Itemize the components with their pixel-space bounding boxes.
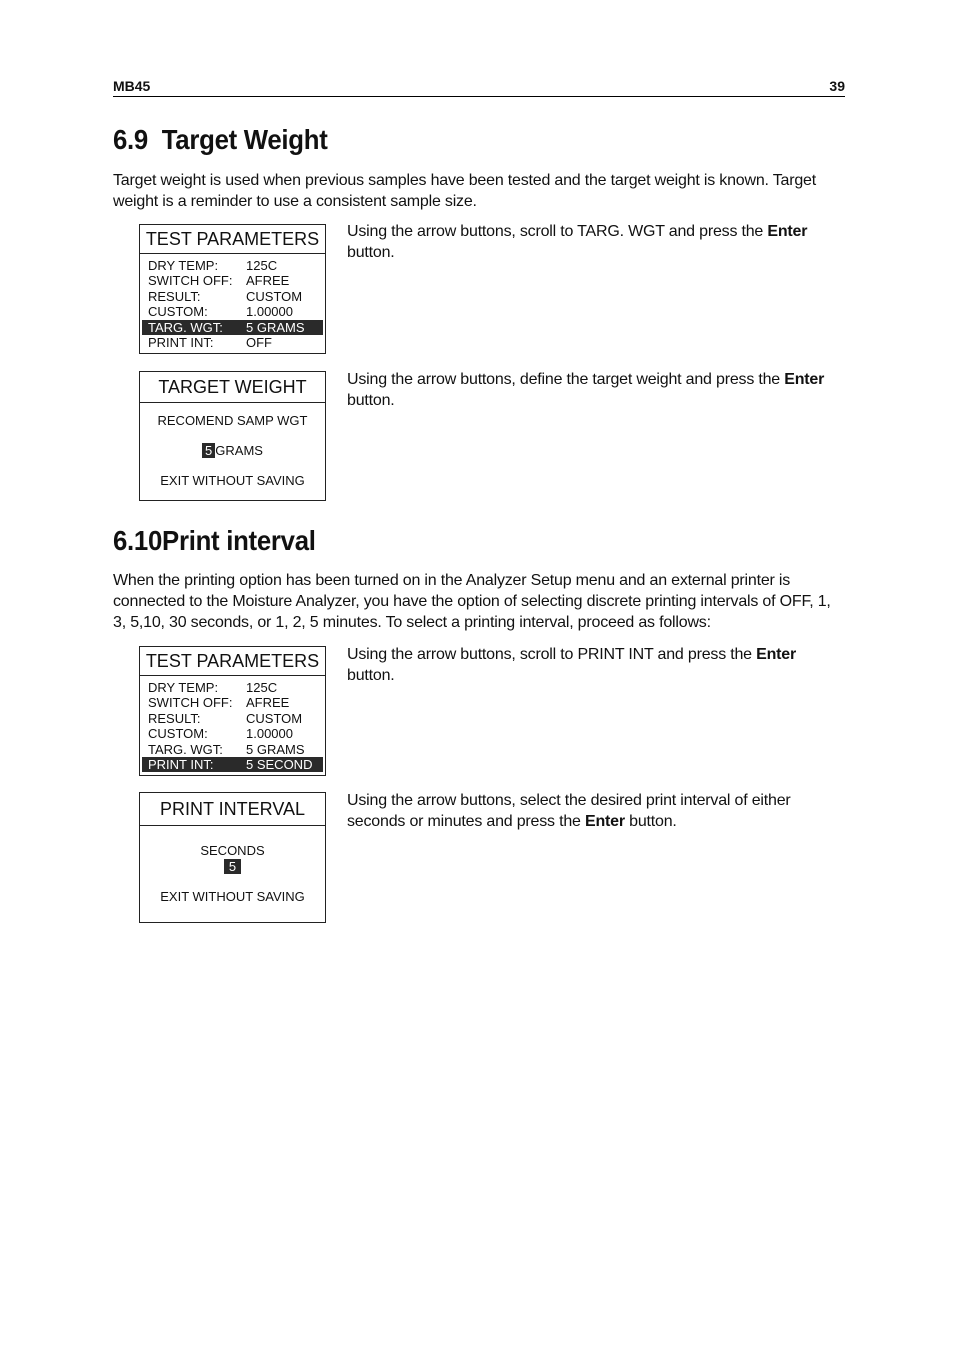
param-row: SWITCH OFF: AFREE	[148, 273, 290, 289]
screen-title: TEST PARAMETERS	[140, 647, 325, 676]
document-model: MB45	[113, 78, 151, 94]
screen-print-interval	[139, 792, 326, 923]
screen-test-parameters-2	[139, 646, 326, 776]
value-line	[140, 859, 325, 874]
section-title: Print interval	[162, 525, 316, 556]
section-heading-print-interval	[113, 525, 316, 557]
param-row: PRINT INT: OFF	[148, 334, 272, 350]
step-instruction: Using the arrow buttons, select the desired print interval of either seconds or minutes and press the Enter button.	[347, 792, 791, 830]
param-row: CUSTOM: 1.00000	[148, 304, 293, 320]
param-row: RESULT: CUSTOM	[148, 710, 303, 726]
section-intro: Target weight is used when previous samples have been tested and the target weight is known. Target weight is a reminder to use a consistent sample size.	[113, 172, 817, 210]
section-number: 6.10	[113, 525, 163, 556]
screen-title: PRINT INTERVAL	[140, 793, 325, 826]
screen-title: TARGET WEIGHT	[140, 372, 325, 403]
screen-line: RECOMEND SAMP WGT	[157, 413, 308, 428]
param-row: DRY TEMP: 125C	[148, 258, 278, 273]
section-heading-target-weight	[113, 124, 328, 156]
page-number: 39	[829, 78, 845, 94]
step-instruction: Using the arrow buttons, scroll to PRINT INT and press the Enter button.	[347, 646, 797, 684]
param-row: CUSTOM: 1.00000	[148, 726, 293, 742]
param-row-selected: PRINT INT: 5 SECOND	[142, 757, 323, 772]
param-row: SWITCH OFF: AFREE	[148, 695, 290, 711]
page-header	[113, 76, 845, 97]
value-selected: 5	[224, 859, 241, 874]
section-number: 6.9	[113, 124, 148, 155]
exit-option: EXIT WITHOUT SAVING	[160, 473, 305, 488]
param-row: TARG. WGT: 5 GRAMS	[148, 741, 305, 757]
param-row-selected: TARG. WGT: 5 GRAMS	[142, 320, 323, 335]
step-instruction: Using the arrow buttons, scroll to TARG. WGT and press the Enter button.	[347, 223, 808, 261]
screen-title: TEST PARAMETERS	[140, 225, 325, 254]
param-row: RESULT: CUSTOM	[148, 288, 303, 304]
screen-line: SECONDS	[200, 843, 265, 858]
section-title: Target Weight	[161, 124, 328, 155]
section-intro: When the printing option has been turned on in the Analyzer Setup menu and an external printer is connected to the Moisture Analyzer, you have the option of selecting discrete printing intervals of OFF, 1, 3, 5,10, 30 seconds, or 1, 2, 5 minutes. To select a printing interval, proceed as follows:	[113, 572, 831, 631]
screen-test-parameters-1	[139, 224, 326, 354]
screen-target-weight	[139, 371, 326, 501]
exit-option: EXIT WITHOUT SAVING	[160, 889, 305, 904]
value-selected: 5	[202, 443, 215, 458]
value-line: 5 GRAMS	[140, 443, 325, 458]
step-instruction: Using the arrow buttons, define the target weight and press the Enter button.	[347, 371, 825, 409]
param-row: DRY TEMP: 125C	[148, 680, 278, 695]
